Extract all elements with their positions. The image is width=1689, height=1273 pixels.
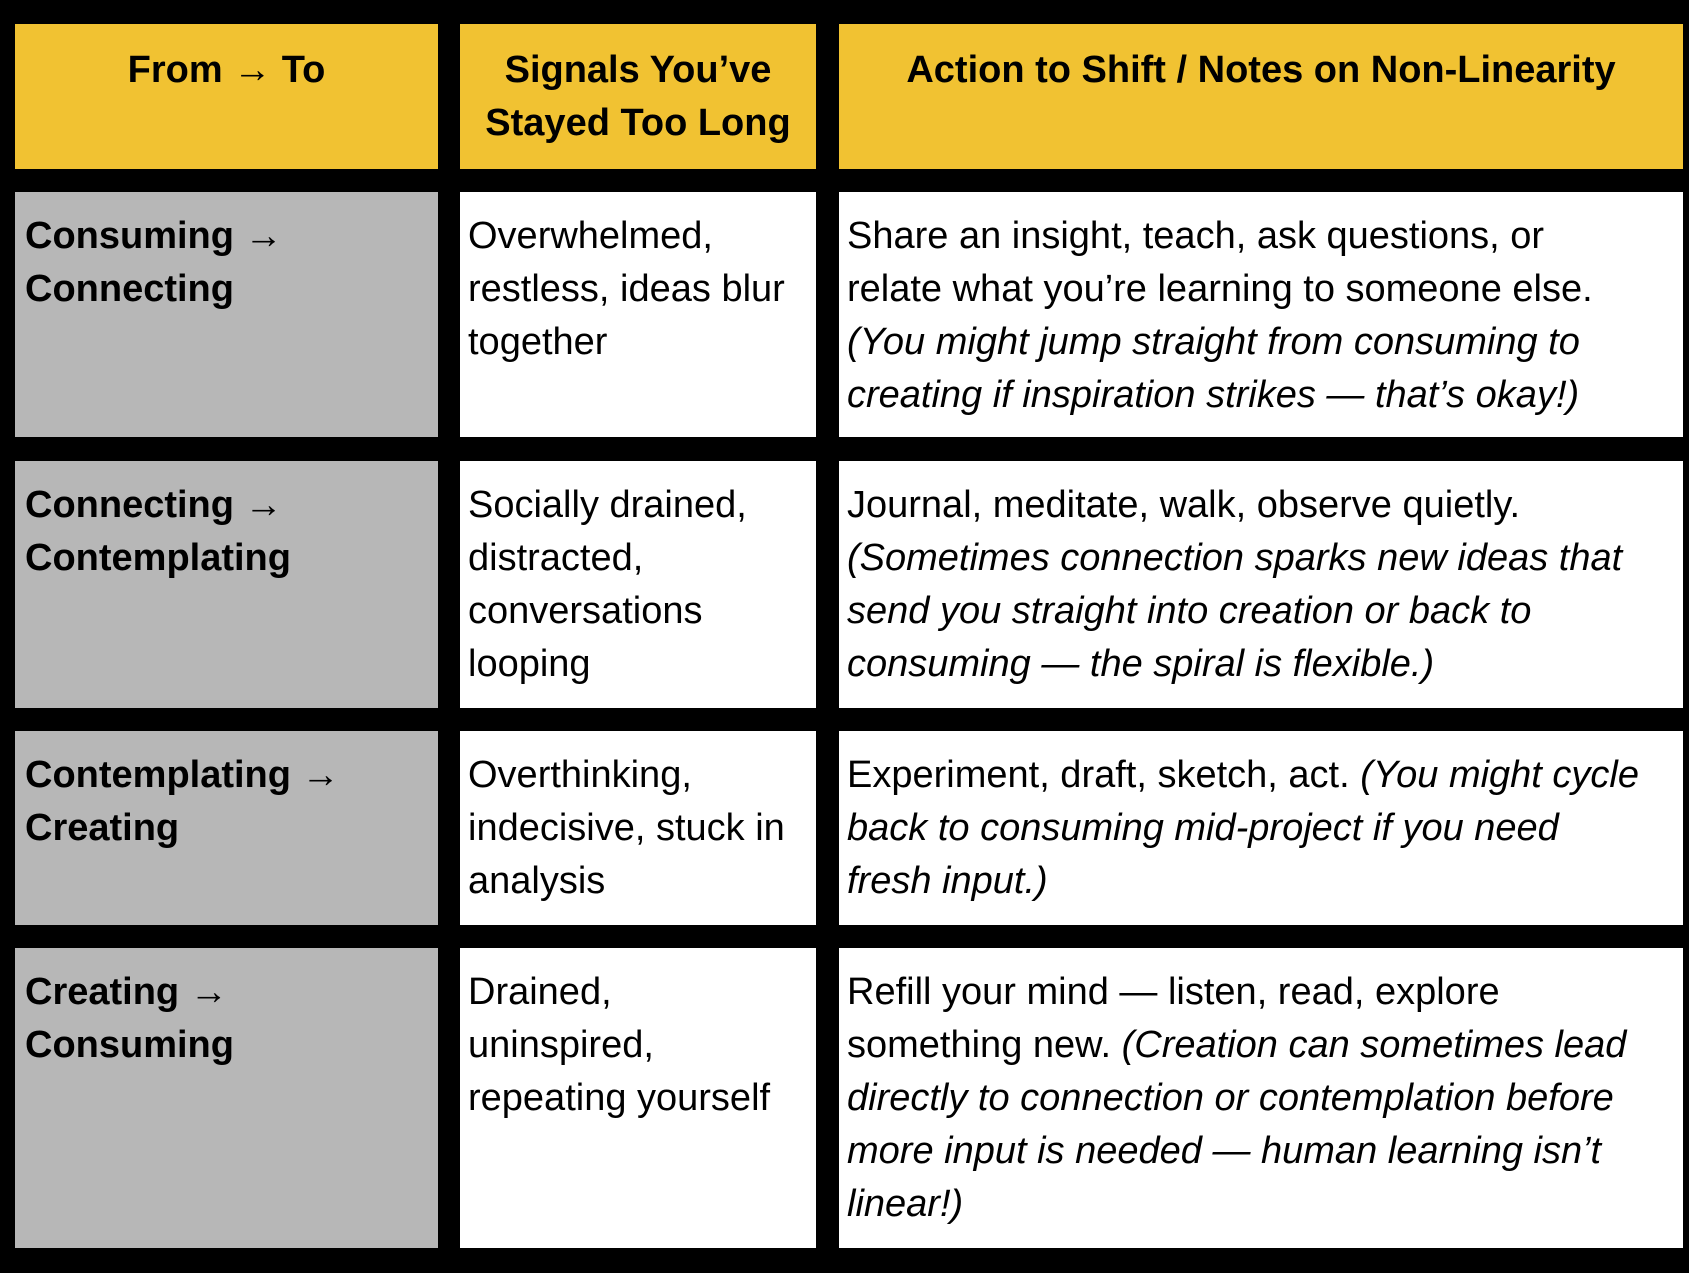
action-note: send you straight into creation or back to (847, 590, 1532, 632)
action-line (847, 1125, 1683, 1178)
signals-line: looping (468, 643, 591, 685)
row-1-signals (460, 192, 816, 437)
header-signals (460, 24, 816, 169)
row-2-signals (460, 461, 816, 708)
from-to-line: Consuming (25, 1024, 234, 1066)
from-to-line: Connecting (25, 268, 234, 310)
action-line (847, 966, 1683, 1019)
header-action (839, 24, 1683, 169)
action-line (847, 855, 1683, 908)
row-3-action (839, 731, 1683, 925)
action-text: something new. (847, 1024, 1122, 1066)
action-text: Share an insight, teach, ask questions, or (847, 215, 1545, 257)
signals-line: analysis (468, 860, 606, 902)
from-to-line: Connecting → (25, 484, 283, 526)
action-line (847, 210, 1683, 263)
signals-line: Socially drained, (468, 484, 747, 526)
signals-line: uninspired, (468, 1024, 654, 1066)
header-from-to (15, 24, 438, 169)
action-note: consuming — the spiral is flexible.) (847, 643, 1435, 685)
row-1-action (839, 192, 1683, 437)
signals-line: together (468, 321, 608, 363)
action-line (847, 1019, 1683, 1072)
action-text: Experiment, draft, sketch, act. (847, 754, 1361, 796)
action-line (847, 802, 1683, 855)
from-to-line: Contemplating → (25, 754, 340, 796)
from-to-line: Creating (25, 807, 180, 849)
from-to-line: Consuming → (25, 215, 283, 257)
signals-line: repeating yourself (468, 1077, 771, 1119)
action-text: Refill your mind — listen, read, explore (847, 971, 1500, 1013)
row-4-from-to (15, 948, 438, 1248)
action-line (847, 1178, 1683, 1231)
action-note: (You might cycle (1360, 754, 1640, 796)
row-3-from-to (15, 731, 438, 925)
row-2-from-to (15, 461, 438, 708)
row-3-signals (460, 731, 816, 925)
signals-line: Overwhelmed, (468, 215, 713, 257)
signals-line: conversations (468, 590, 703, 632)
action-note: more input is needed — human learning isn’t (847, 1130, 1602, 1172)
action-line (847, 638, 1683, 691)
header-line: Action to Shift / Notes on Non-Linearity (906, 49, 1616, 91)
action-line (847, 369, 1683, 422)
row-1-from-to (15, 192, 438, 437)
action-line (847, 263, 1683, 316)
header-line: Stayed Too Long (485, 102, 791, 144)
signals-line: indecisive, stuck in (468, 807, 785, 849)
action-note: fresh input.) (847, 860, 1048, 902)
row-2-action (839, 461, 1683, 708)
action-line (847, 479, 1683, 532)
row-4-signals (460, 948, 816, 1248)
action-note: linear!) (847, 1183, 964, 1225)
action-text: Journal, meditate, walk, observe quietly. (847, 484, 1521, 526)
action-line (847, 585, 1683, 638)
action-line (847, 1072, 1683, 1125)
action-note: (Creation can sometimes lead (1121, 1024, 1627, 1066)
action-note: back to consuming mid-project if you need (847, 807, 1559, 849)
action-note: (You might jump straight from consuming to (847, 321, 1580, 363)
signals-line: Overthinking, (468, 754, 692, 796)
header-line: Signals You’ve (504, 49, 772, 91)
action-text: relate what you’re learning to someone else. (847, 268, 1593, 310)
from-to-line: Creating → (25, 971, 228, 1013)
action-line (847, 316, 1683, 369)
action-line (847, 532, 1683, 585)
action-line (847, 749, 1683, 802)
action-note: directly to connection or contemplation before (847, 1077, 1614, 1119)
signals-line: distracted, (468, 537, 644, 579)
signals-line: restless, ideas blur (468, 268, 785, 310)
signals-line: Drained, (468, 971, 612, 1013)
action-note: creating if inspiration strikes — that’s okay!) (847, 374, 1580, 416)
row-4-action (839, 948, 1683, 1248)
header-line: From → To (127, 49, 326, 91)
action-note: (Sometimes connection sparks new ideas that (847, 537, 1623, 579)
from-to-line: Contemplating (25, 537, 291, 579)
